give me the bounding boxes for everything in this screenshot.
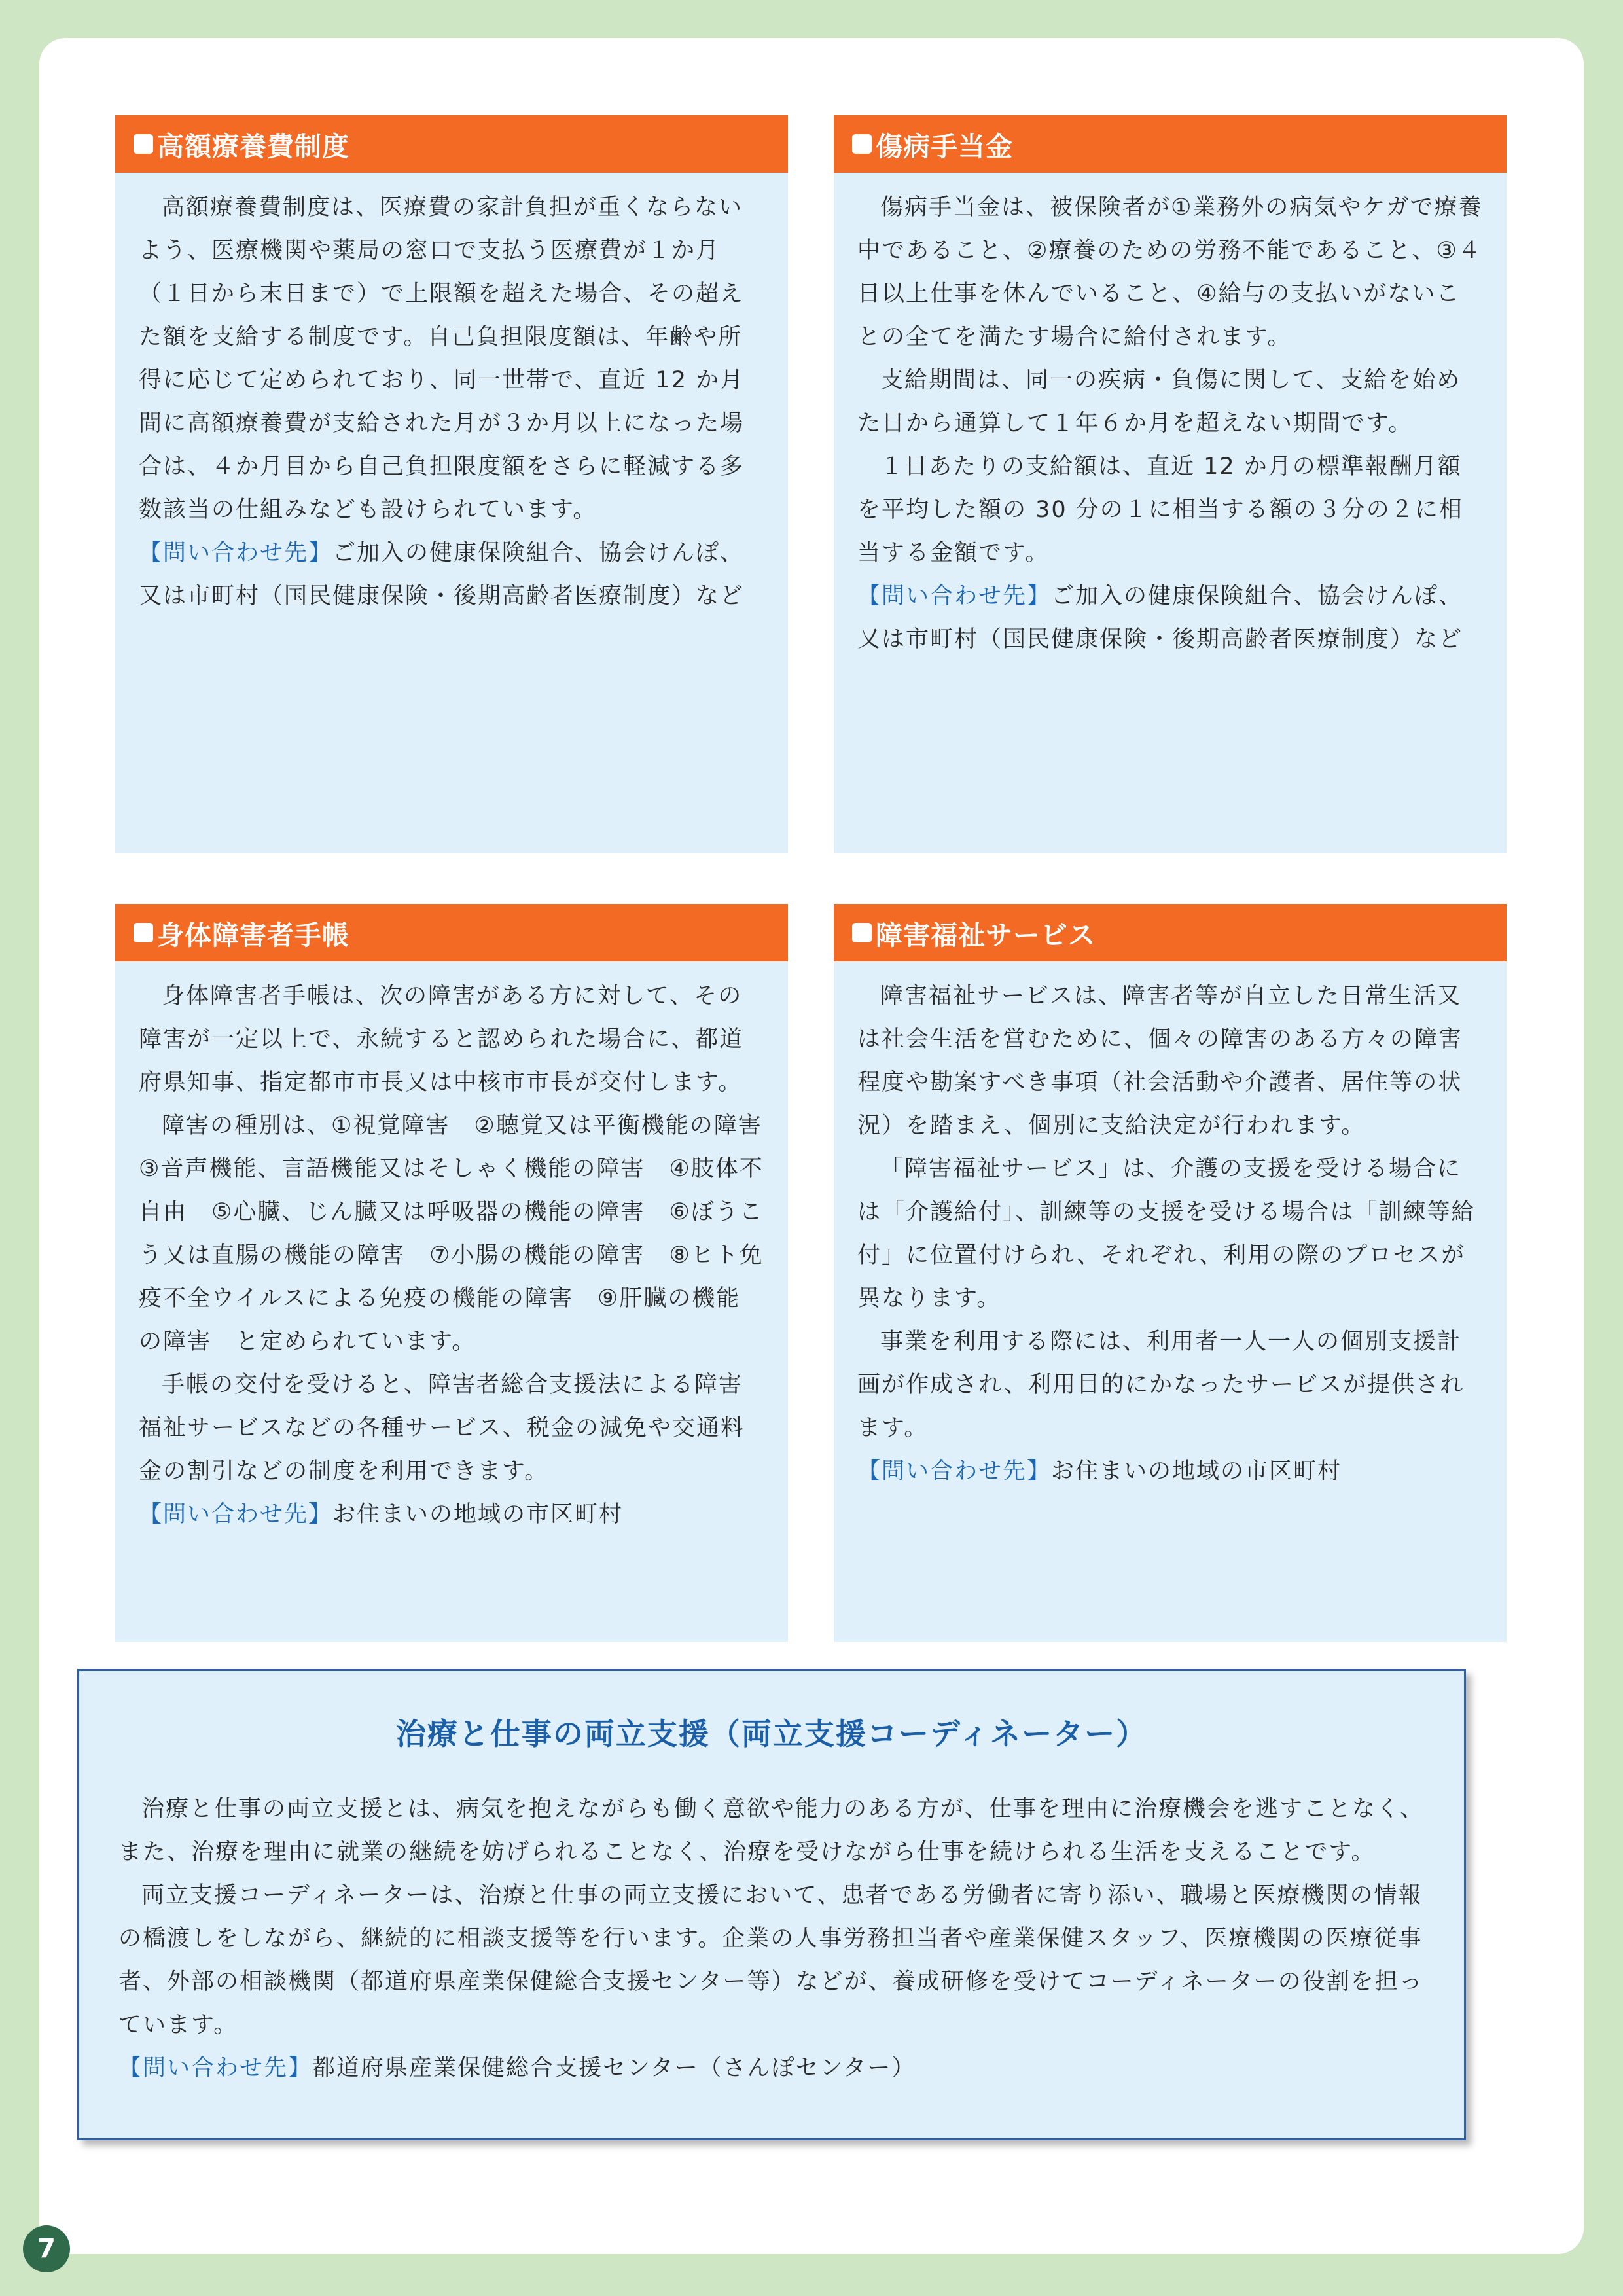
support-body: [79, 1753, 1464, 2090]
card-header: [115, 115, 788, 173]
contact-text: お住まいの地域の市区町村: [332, 1501, 624, 1528]
card-paragraph: 障害の種別は、①視覚障害 ②聴覚又は平衡機能の障害 ③音声機能、言語機能又はそしゃく機能の障害 ④肢体不自由 ⑤心臓、じん臓又は呼吸器の機能の障害 ⑥ぼうこう又は直腸の機能の障害 ⑦小腸の機能の障害 ⑧ヒト免疫不全ウイルスによる免疫の機能の障害 ⑨肝臓の機能の障害 と定められています。: [139, 1113, 787, 1355]
card-disability-certificate: [115, 904, 788, 1642]
contact-label: 【問い合わせ先】: [139, 1501, 333, 1528]
contact-line: [118, 2047, 1425, 2090]
card-paragraph: 「障害福祉サービス」は、介護の支援を受ける場合には「介護給付」、訓練等の支援を受ける場合は「訓練等給付」に位置付けられ、それぞれ、利用の際のプロセスが異なります。: [857, 1156, 1476, 1312]
card-paragraph: 手帳の交付を受けると、障害者総合支援法による障害福祉サービスなどの各種サービス、税金の減免や交通料金の割引などの制度を利用できます。: [139, 1372, 745, 1484]
card-title: 障害福祉サービス: [876, 919, 1096, 951]
contact-text: お住まいの地域の市区町村: [1051, 1458, 1342, 1484]
card-body: [115, 173, 788, 618]
card-paragraph: 身体障害者手帳は、次の障害がある方に対して、その障害が一定以上で、永続すると認められた場合に、都道府県知事、指定都市市長又は中核市市長が交付します。: [139, 983, 744, 1096]
square-bullet-icon: [134, 923, 153, 942]
contact-label: 【問い合わせ先】: [857, 583, 1052, 609]
contact-line: [139, 1493, 764, 1536]
card-title: 傷病手当金: [876, 130, 1013, 162]
square-bullet-icon: [852, 923, 872, 942]
card-welfare-services: [834, 904, 1507, 1642]
card-header: [834, 115, 1507, 173]
card-body: [115, 961, 788, 1536]
card-paragraph: １日あたりの支給額は、直近 12 か月の標準報酬月額を平均した額の 30 分の１に相当する額の３分の２に相当する金額です。: [857, 454, 1463, 566]
card-title: 身体障害者手帳: [157, 919, 349, 951]
square-bullet-icon: [134, 134, 153, 154]
card-header: [115, 904, 788, 961]
card-body: [834, 173, 1507, 661]
card-paragraph: 事業を利用する際には、利用者一人一人の個別支援計画が作成され、利用目的にかなったサービスが提供されます。: [857, 1329, 1465, 1441]
card-paragraph: 傷病手当金は、被保険者が①業務外の病気やケガで療養中であること、②療養のための労務不能であること、③４日以上仕事を休んでいること、④給与の支払いがないことの全てを満たす場合に給付されます。: [857, 194, 1483, 350]
card-paragraph: 障害福祉サービスは、障害者等が自立した日常生活又は社会生活を営むために、個々の障害のある方々の障害程度や勘案すべき事項（社会活動や介護者、居住等の状況）を踏まえ、個別に支給決定が行われます。: [857, 983, 1463, 1139]
contact-label: 【問い合わせ先】: [118, 2055, 313, 2081]
card-title: 高額療養費制度: [157, 130, 349, 162]
support-paragraph: 両立支援コーディネーターは、治療と仕事の両立支援において、患者である労働者に寄り添い、職場と医療機関の情報の橋渡しをしながら、継続的に相談支援等を行います。企業の人事労務担当者や産業保健スタッフ、医療機関の医療従事者、外部の相談機関（都道府県産業保健総合支援センター等）などが、養成研修を受けてコーディネーターの役割を担っています。: [118, 1882, 1423, 2038]
card-paragraph: 支給期間は、同一の疾病・負傷に関して、支給を始めた日から通算して１年６か月を超えない期間です。: [857, 367, 1461, 437]
card-header: [834, 904, 1507, 961]
card-high-cost-medical: [115, 115, 788, 853]
contact-label: 【問い合わせ先】: [857, 1458, 1052, 1484]
contact-text: ご加入の健康保険組合、協会けんぽ、又は市町村（国民健康保険・後期高齢者医療制度）など: [139, 540, 745, 609]
page-number: 7: [23, 2225, 70, 2272]
contact-label: 【問い合わせ先】: [139, 540, 333, 566]
contact-text: ご加入の健康保険組合、協会けんぽ、又は市町村（国民健康保険・後期高齢者医療制度）など: [857, 583, 1463, 653]
support-paragraph: 治療と仕事の両立支援とは、病気を抱えながらも働く意欲や能力のある方が、仕事を理由に治療機会を逃すことなく、また、治療を理由に就業の継続を妨げられることなく、治療を受けながら仕事を続けられる生活を支えることです。: [118, 1796, 1425, 1865]
support-title: 治療と仕事の両立支援（両立支援コーディネーター）: [395, 1716, 1148, 1751]
contact-text: 都道府県産業保健総合支援センター（さんぽセンター）: [312, 2055, 916, 2081]
support-box: [77, 1669, 1466, 2140]
square-bullet-icon: [852, 134, 872, 154]
contact-line: [857, 575, 1483, 661]
card-paragraph: 高額療養費制度は、医療費の家計負担が重くならないよう、医療機関や薬局の窓口で支払う医療費が１か月（１日から末日まで）で上限額を超えた場合、その超えた額を支給する制度です。自己負担限度額は、年齢や所得に応じて定められており、同一世帯で、直近 12 か月間に高額療養費が支給された月が３か月以上になった場合は、４か月目から自己負担限度額をさらに軽減する多数該当の仕組みなども設けられています。: [139, 194, 745, 523]
contact-line: [857, 1450, 1483, 1493]
contact-line: [139, 531, 764, 618]
card-body: [834, 961, 1507, 1493]
card-sickness-allowance: [834, 115, 1507, 853]
